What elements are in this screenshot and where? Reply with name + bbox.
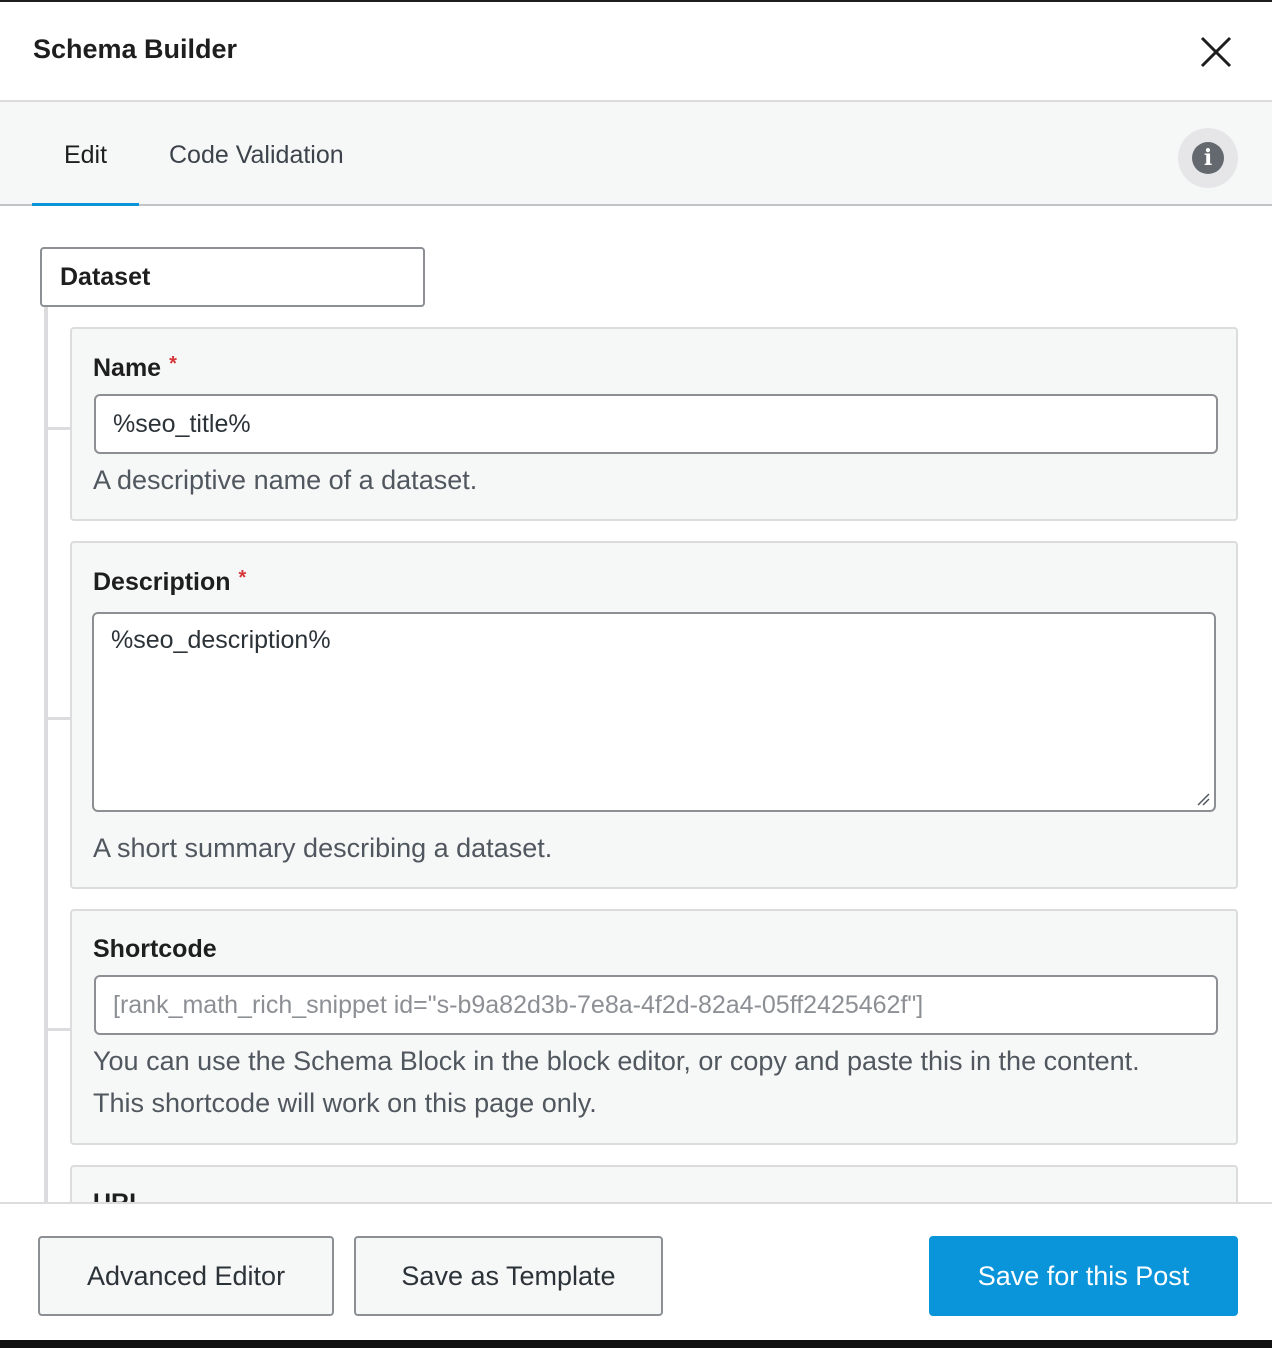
shortcode-field-card xyxy=(70,909,1238,1145)
shortcode-help-text: You can use the Schema Block in the block editor, or copy and paste this in the content. This shortcode will work on this page only. xyxy=(93,1046,1140,1118)
description-label-text: Description xyxy=(93,568,231,596)
required-indicator: * xyxy=(238,567,247,589)
tab-bar xyxy=(0,102,1272,206)
tab-edit[interactable] xyxy=(32,102,139,206)
info-icon: i xyxy=(1192,142,1224,174)
description-help-text: A short summary describing a dataset. xyxy=(93,833,553,863)
name-input[interactable]: %seo_title% xyxy=(94,394,1218,454)
description-label xyxy=(93,567,246,597)
tab-code-validation-label: Code Validation xyxy=(169,141,344,169)
save-for-post-button[interactable]: Save for this Post xyxy=(929,1236,1238,1316)
tree-branch xyxy=(44,717,70,720)
info-button[interactable] xyxy=(1178,128,1238,188)
name-help-text: A descriptive name of a dataset. xyxy=(93,465,478,495)
tree-branch xyxy=(44,1028,70,1031)
modal-header xyxy=(0,2,1272,102)
modal-title: Schema Builder xyxy=(33,34,238,64)
description-textarea[interactable] xyxy=(92,612,1216,812)
tree-branch xyxy=(44,427,70,430)
save-as-template-button[interactable]: Save as Template xyxy=(354,1236,663,1316)
advanced-editor-button[interactable]: Advanced Editor xyxy=(38,1236,334,1316)
close-icon xyxy=(1196,32,1236,72)
tab-code-validation[interactable] xyxy=(169,102,344,206)
shortcode-input[interactable]: [rank_math_rich_snippet id="s-b9a82d3b-7e8a-4f2d-82a4-05ff2425462f"] xyxy=(94,975,1218,1035)
name-field-card xyxy=(70,327,1238,521)
description-value: %seo_description% xyxy=(111,626,331,654)
tree-connector xyxy=(44,306,48,1206)
backdrop-edge xyxy=(0,1340,1272,1348)
modal-footer xyxy=(0,1202,1272,1342)
resize-handle-icon[interactable] xyxy=(1196,792,1210,806)
name-label xyxy=(93,353,177,383)
name-label-text: Name xyxy=(93,354,162,382)
required-indicator: * xyxy=(169,353,177,375)
tab-edit-label: Edit xyxy=(63,141,108,169)
description-field-card xyxy=(70,541,1238,889)
shortcode-label: Shortcode xyxy=(93,935,217,963)
close-button[interactable] xyxy=(1196,32,1236,72)
schema-editor-body xyxy=(0,206,1272,1202)
schema-type-heading: Dataset xyxy=(40,247,425,307)
